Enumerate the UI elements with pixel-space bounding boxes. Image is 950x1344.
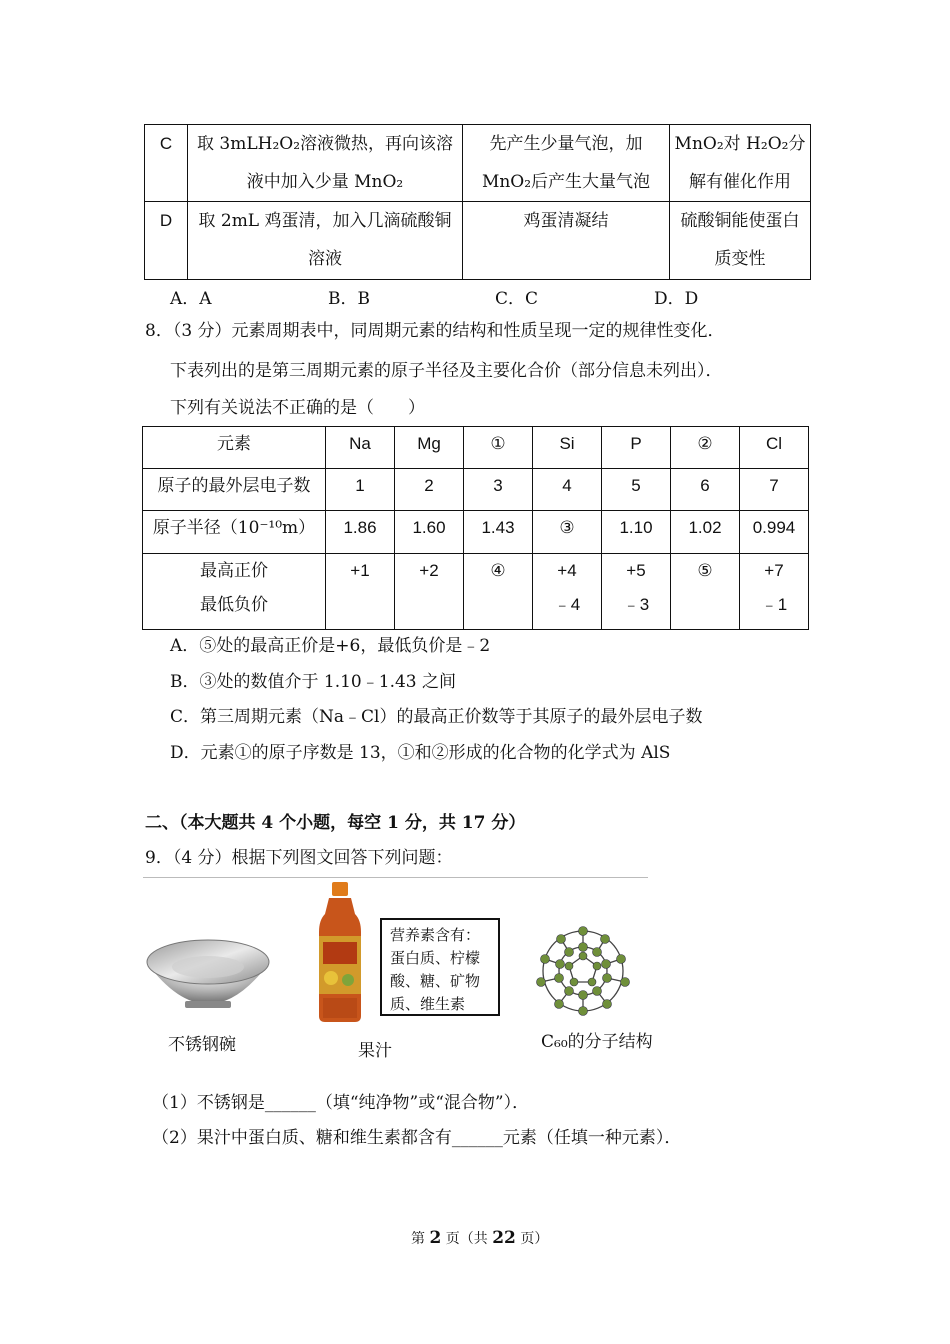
header-cell: Mg bbox=[395, 427, 464, 469]
row-label: 最高正价 最低负价 bbox=[143, 554, 326, 630]
data-cell: 1.10 bbox=[602, 511, 671, 554]
data-cell: +1 bbox=[326, 554, 395, 630]
experiment-table bbox=[144, 124, 811, 280]
data-cell: +5 ﹣3 bbox=[602, 554, 671, 630]
steel-bowl-image bbox=[143, 935, 273, 1015]
q8-option-c[interactable]: C．第三周期元素（Na﹣Cl）的最高正价数等于其原子的最外层电子数 bbox=[170, 707, 703, 727]
data-cell: 6 bbox=[671, 469, 740, 511]
figure-divider bbox=[143, 877, 648, 878]
page-footer: 第 2 页（共 22 页） bbox=[411, 1228, 549, 1248]
data-cell: 2 bbox=[395, 469, 464, 511]
q8-option-d[interactable]: D．元素①的原子序数是 13，①和②形成的化合物的化学式为 AlS bbox=[170, 743, 671, 763]
q8-stem-line1: 8．（3 分）元素周期表中，同周期元素的结构和性质呈现一定的规律性变化． bbox=[145, 321, 725, 341]
section-heading: 二、（本大题共 4 个小题，每空 1 分，共 17 分） bbox=[145, 813, 526, 833]
q8-option-a[interactable]: A．⑤处的最高正价是+6，最低负价是﹣2 bbox=[170, 636, 491, 656]
data-cell: 7 bbox=[740, 469, 809, 511]
nutrition-box: 营养素含有： 蛋白质、柠檬 酸、糖、矿物 质、维生素 bbox=[380, 918, 500, 1016]
data-cell: 0.994 bbox=[740, 511, 809, 554]
data-cell: 5 bbox=[602, 469, 671, 511]
phenomenon-cell: 先产生少量气泡，加 MnO₂后产生大量气泡 bbox=[463, 125, 670, 202]
data-cell: +7 ﹣1 bbox=[740, 554, 809, 630]
data-cell: ⑤ bbox=[671, 554, 740, 630]
header-cell: ① bbox=[464, 427, 533, 469]
header-cell: Na bbox=[326, 427, 395, 469]
data-cell: ④ bbox=[464, 554, 533, 630]
row-label: C bbox=[145, 125, 188, 202]
operation-cell: 取 2mL 鸡蛋清，加入几滴硫酸铜 溶液 bbox=[188, 202, 463, 280]
row-label: 原子半径（10⁻¹⁰m） bbox=[143, 511, 326, 554]
header-cell: Cl bbox=[740, 427, 809, 469]
q8-option-b[interactable]: B．③处的数值介于 1.10﹣1.43 之间 bbox=[170, 672, 457, 692]
operation-cell: 取 3mLH₂O₂溶液微热，再向该溶 液中加入少量 MnO₂ bbox=[188, 125, 463, 202]
q7-option-b[interactable]: B．B bbox=[328, 289, 370, 309]
data-cell: 3 bbox=[464, 469, 533, 511]
q7-option-a[interactable]: A．A bbox=[170, 289, 212, 309]
caption-juice: 果汁 bbox=[358, 1041, 392, 1061]
periodic-table-data bbox=[142, 426, 809, 630]
row-label: D bbox=[145, 202, 188, 280]
conclusion-cell: 硫酸铜能使蛋白 质变性 bbox=[670, 202, 811, 280]
caption-bowl: 不锈钢碗 bbox=[168, 1035, 236, 1055]
header-cell: Si bbox=[533, 427, 602, 469]
c60-molecule-image bbox=[533, 922, 633, 1020]
data-cell: 1.86 bbox=[326, 511, 395, 554]
conclusion-cell: MnO₂对 H₂O₂分 解有催化作用 bbox=[670, 125, 811, 202]
data-cell: +2 bbox=[395, 554, 464, 630]
q9-sub1: （1）不锈钢是______（填“纯净物”或“混合物”）． bbox=[152, 1093, 530, 1113]
q8-stem-line3: 下列有关说法不正确的是（ ） bbox=[170, 398, 425, 418]
data-cell: 1.02 bbox=[671, 511, 740, 554]
header-cell: 元素 bbox=[143, 427, 326, 469]
q7-option-d[interactable]: D．D bbox=[654, 289, 699, 309]
q8-stem-line2: 下表列出的是第三周期元素的原子半径及主要化合价（部分信息未列出）． bbox=[170, 361, 723, 381]
data-cell: ③ bbox=[533, 511, 602, 554]
phenomenon-cell: 鸡蛋清凝结 bbox=[463, 202, 670, 280]
row-label: 原子的最外层电子数 bbox=[143, 469, 326, 511]
header-cell: ② bbox=[671, 427, 740, 469]
data-cell: 1.60 bbox=[395, 511, 464, 554]
data-cell: 1.43 bbox=[464, 511, 533, 554]
juice-bottle-image bbox=[315, 880, 365, 1025]
caption-c60: C₆₀的分子结构 bbox=[541, 1032, 653, 1052]
data-cell: 1 bbox=[326, 469, 395, 511]
q9-stem: 9．（4 分）根据下列图文回答下列问题： bbox=[145, 848, 453, 868]
q9-sub2: （2）果汁中蛋白质、糖和维生素都含有______元素（任填一种元素）． bbox=[152, 1128, 682, 1148]
data-cell: 4 bbox=[533, 469, 602, 511]
header-cell: P bbox=[602, 427, 671, 469]
q7-option-c[interactable]: C．C bbox=[495, 289, 539, 309]
data-cell: +4 ﹣4 bbox=[533, 554, 602, 630]
